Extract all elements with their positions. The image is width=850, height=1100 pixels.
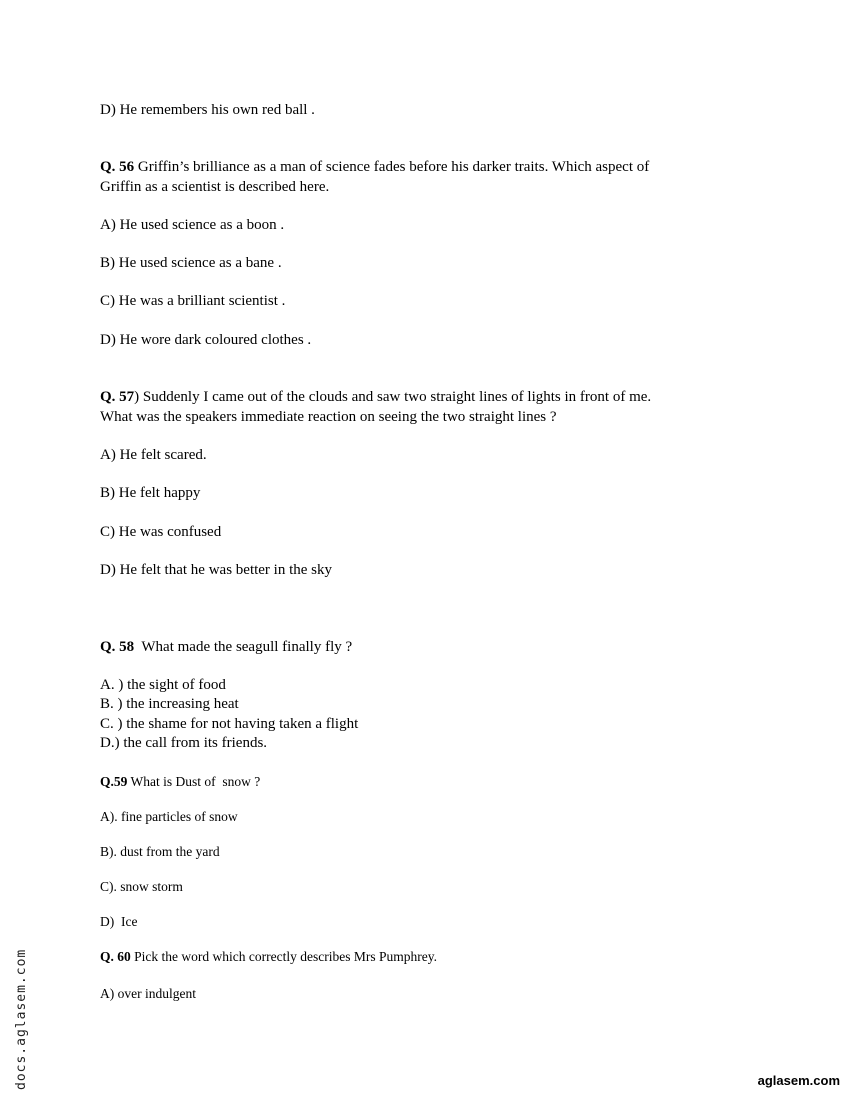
- question-57-line2: What was the speakers immediate reaction on seeing the two straight lines ?: [100, 409, 557, 425]
- question-59: [100, 772, 260, 791]
- option: C) He was a brilliant scientist .: [100, 293, 286, 309]
- option: B). dust from the yard: [100, 844, 220, 859]
- question-number: Q.59: [100, 774, 128, 789]
- option: C). snow storm: [100, 879, 183, 894]
- option: D) Ice: [100, 914, 138, 929]
- question-text: What made the seagull finally fly ?: [134, 639, 353, 655]
- option: A) He used science as a boon .: [100, 217, 285, 233]
- question-text: ) Suddenly I came out of the clouds and saw two straight lines of lights in front of me.: [134, 389, 652, 405]
- option: C) He was confused: [100, 524, 222, 540]
- watermark: docs.aglasem.com: [14, 948, 29, 1090]
- option: A). fine particles of snow: [100, 809, 238, 824]
- question-text: Pick the word which correctly describes Mrs Pumphrey.: [130, 949, 437, 964]
- question-60: [100, 947, 437, 966]
- question-number: Q. 60: [100, 949, 131, 964]
- previous-option-d: D) He remembers his own red ball .: [100, 102, 315, 118]
- option: B) He used science as a bane .: [100, 255, 282, 271]
- option: C. ) the shame for not having taken a flight: [100, 716, 359, 732]
- brand-footer: aglasem.com: [757, 1073, 840, 1088]
- question-56-line2: Griffin as a scientist is described here.: [100, 179, 330, 195]
- question-text: What is Dust of snow ?: [127, 774, 261, 789]
- question-number: Q. 58: [100, 639, 135, 655]
- question-number: Q. 57: [100, 389, 135, 405]
- question-text: Griffin’s brilliance as a man of science fades before his darker traits. Which aspect of: [134, 159, 650, 175]
- option: B. ) the increasing heat: [100, 696, 239, 712]
- option: A) He felt scared.: [100, 447, 207, 463]
- question-57-line1: [100, 388, 651, 407]
- question-number: Q. 56: [100, 159, 135, 175]
- question-56-line1: [100, 158, 649, 177]
- option: A) over indulgent: [100, 986, 196, 1001]
- option: A. ) the sight of food: [100, 677, 226, 693]
- option: D) He felt that he was better in the sky: [100, 562, 333, 578]
- question-58: [100, 638, 352, 657]
- option: D) He wore dark coloured clothes .: [100, 332, 312, 348]
- option: D.) the call from its friends.: [100, 735, 268, 751]
- option: B) He felt happy: [100, 485, 201, 501]
